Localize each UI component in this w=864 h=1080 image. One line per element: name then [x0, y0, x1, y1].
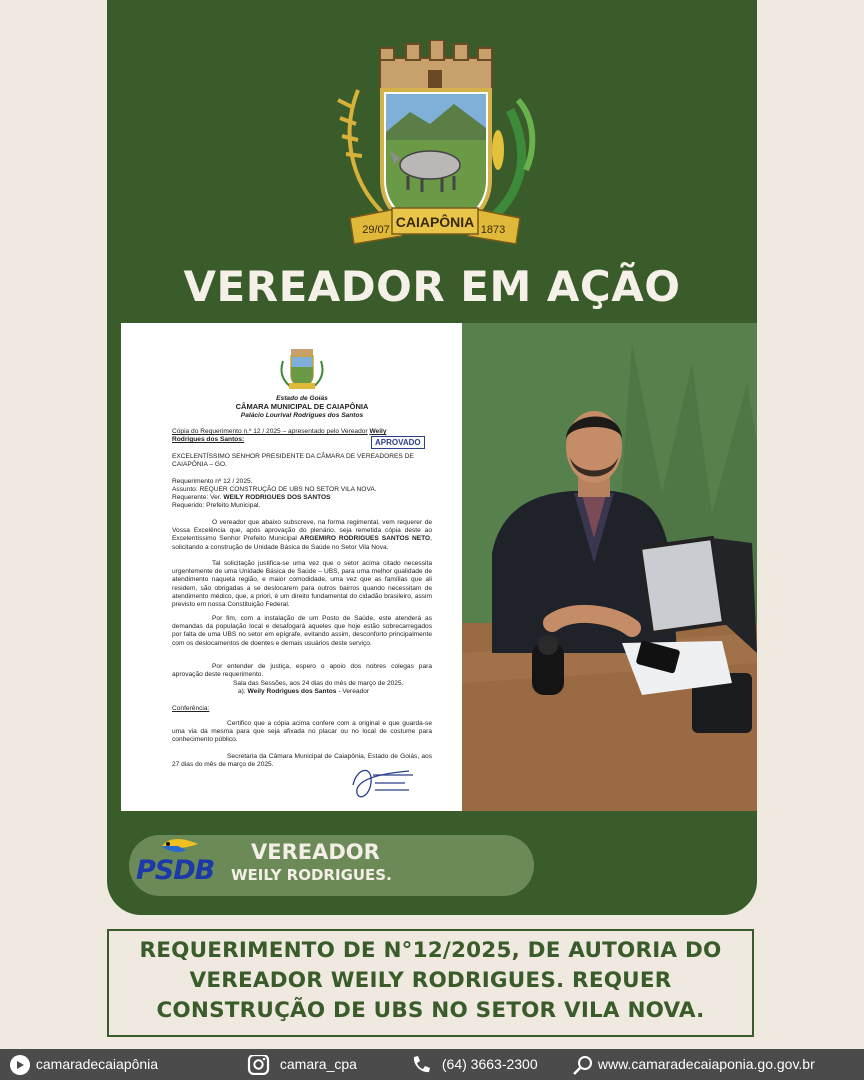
castle-tower-icon: [380, 40, 492, 90]
doc-requester-label: Requerente: Ver.: [172, 494, 222, 501]
doc-paragraph-4: Por entender de justiça, espero o apoio dos nobres colegas para aprovação deste requerimento.: [172, 663, 432, 679]
instagram-link[interactable]: [246, 1049, 357, 1080]
crest-date-left: 29/07: [362, 224, 390, 236]
crest-ribbon: [350, 208, 520, 244]
doc-conference-text: Certifico que a cópia acima confere com a original e que guarda-se uma via da mesma para que seja afixada no placar ou no local de costume para conhecimento público.: [172, 720, 432, 744]
doc-sessions: Sala das Sessões, aos 24 dias do mês de março de 2025.: [233, 680, 404, 687]
doc-paragraph-3: Por fim, com a instalação de um Posto de Saúde, este atenderá as demandas da população local e desafogará aqueles que hoje estão sobrecarregados por falta de uma UBS no setor em epígrafe, evitando assim, desconforto principalmente com os deslocamentos de doentes e demais usuários deste serviço.: [172, 615, 432, 647]
doc-chamber: CÂMARA MUNICIPAL DE CAIAPÔNIA: [235, 402, 369, 411]
doc-conference-title: Conferência:: [172, 705, 210, 712]
doc-req-no: Requerimento nº 12 / 2025.: [172, 478, 253, 485]
phone-number: (64) 3663-2300: [441, 1056, 538, 1072]
corn-right-icon: [490, 100, 532, 220]
doc-para1-a: O vereador que abaixo subscreve, na forma regimental, vem requerer de Vossa Excelência que, após aprovação do plenário, seja remetida cópia deste ao Excelentíssimo Senhor Prefeito Municipal: [172, 519, 432, 543]
search-icon: [572, 1055, 594, 1075]
councilman-photo: [462, 323, 757, 811]
doc-copy-name-b: Rodrigues dos Santos:: [172, 436, 245, 443]
phone-icon: [410, 1055, 432, 1075]
phone-link[interactable]: [410, 1049, 538, 1080]
doc-copy-line: [172, 428, 432, 436]
document-crest-icon: [279, 347, 325, 391]
municipal-crest-logo: [330, 40, 540, 255]
caption-box: [107, 929, 754, 1037]
councilman-name: WEILY RODRIGUES.: [231, 866, 392, 884]
doc-copy-text: Cópia do Requerimento n.º 12 / 2025 – apresentado pelo Vereador: [172, 428, 368, 435]
doc-signed-name: Weily Rodrigues dos Santos: [247, 688, 337, 695]
caption-line: REQUERIMENTO DE N°12/2025, DE AUTORIA DO: [139, 938, 722, 963]
caption-line: VEREADOR WEILY RODRIGUES. REQUER: [189, 968, 672, 993]
doc-addressee: EXCELENTÍSSIMO SENHOR PRESIDENTE DA CÂMARA DE VEREADORES DE CAIAPÔNIA – GO.: [172, 453, 414, 469]
crest-town-name: CAIAPÔNIA: [395, 214, 475, 230]
instagram-handle: camara_cpa: [279, 1056, 357, 1072]
doc-para1-c: , solicitando a construção de Unidade Básica de Saúde no Setor Vila Nova.: [172, 535, 432, 551]
website-link[interactable]: [572, 1049, 815, 1080]
youtube-icon: [8, 1055, 32, 1075]
doc-palace: Palácio Lourival Rodrigues dos Santos: [240, 412, 364, 419]
doc-state: Estado de Goiás: [276, 395, 328, 402]
doc-paragraph-2: Tal solicitação justifica-se uma vez que o setor acima citado necessita urgentemente de uma Unidade Básica de Saúde – UBS, para uma melhor qualidade de atendimento naquela região, e maior comodidade, uma vez que as famílias que ali residem, são obrigadas a se deslocarem para outros bairros quando necessitam de atendimento médico, que, a priori, é um direito fundamental do cidadão brasileiro, assim previsto em nossa Constituição Federal.: [172, 560, 432, 609]
doc-signed-label: a):: [238, 688, 246, 695]
wheat-left-icon: [338, 90, 385, 215]
doc-requester-name: WEILY RODRIGUES DOS SANTOS: [223, 494, 331, 501]
instagram-icon: [246, 1055, 270, 1075]
doc-secretariat: Secretaria da Câmara Municipal de Caiapônia, Estado de Goiás, aos 27 dias do mês de março de 2025.: [172, 753, 432, 769]
doc-copy-name-a: Weily: [369, 428, 387, 435]
doc-signature: [172, 688, 432, 696]
footer-bar: [0, 1049, 864, 1080]
toucan-icon: [160, 836, 200, 856]
caption-line: CONSTRUÇÃO DE UBS NO SETOR VILA NOVA.: [156, 998, 705, 1023]
party-title: VEREADOR: [251, 840, 380, 864]
doc-requester: [172, 494, 432, 502]
psdb-logo: PSDB: [136, 855, 215, 886]
approved-stamp: APROVADO: [371, 436, 425, 449]
doc-requested: Requerido: Prefeito Municipal.: [172, 502, 261, 509]
signature-stamp-icon: [347, 759, 422, 807]
website-url: www.camaradecaiaponia.go.gov.br: [597, 1056, 815, 1072]
youtube-link[interactable]: [8, 1049, 158, 1080]
crest-date-right: 1873: [480, 224, 506, 236]
youtube-handle: camaradecaiapônia: [35, 1056, 159, 1072]
doc-para1-mayor: ARGEMIRO RODRIGUES SANTOS NETO: [299, 535, 431, 543]
doc-signed-role: - Vereador: [338, 688, 370, 695]
doc-subject: Assunto: REQUER CONSTRUÇÃO DE UBS NO SETOR VILA NOVA.: [172, 486, 377, 493]
headline: VEREADOR EM AÇÃO: [183, 262, 681, 311]
requirement-document: [121, 323, 462, 811]
doc-paragraph-1: [172, 519, 432, 552]
